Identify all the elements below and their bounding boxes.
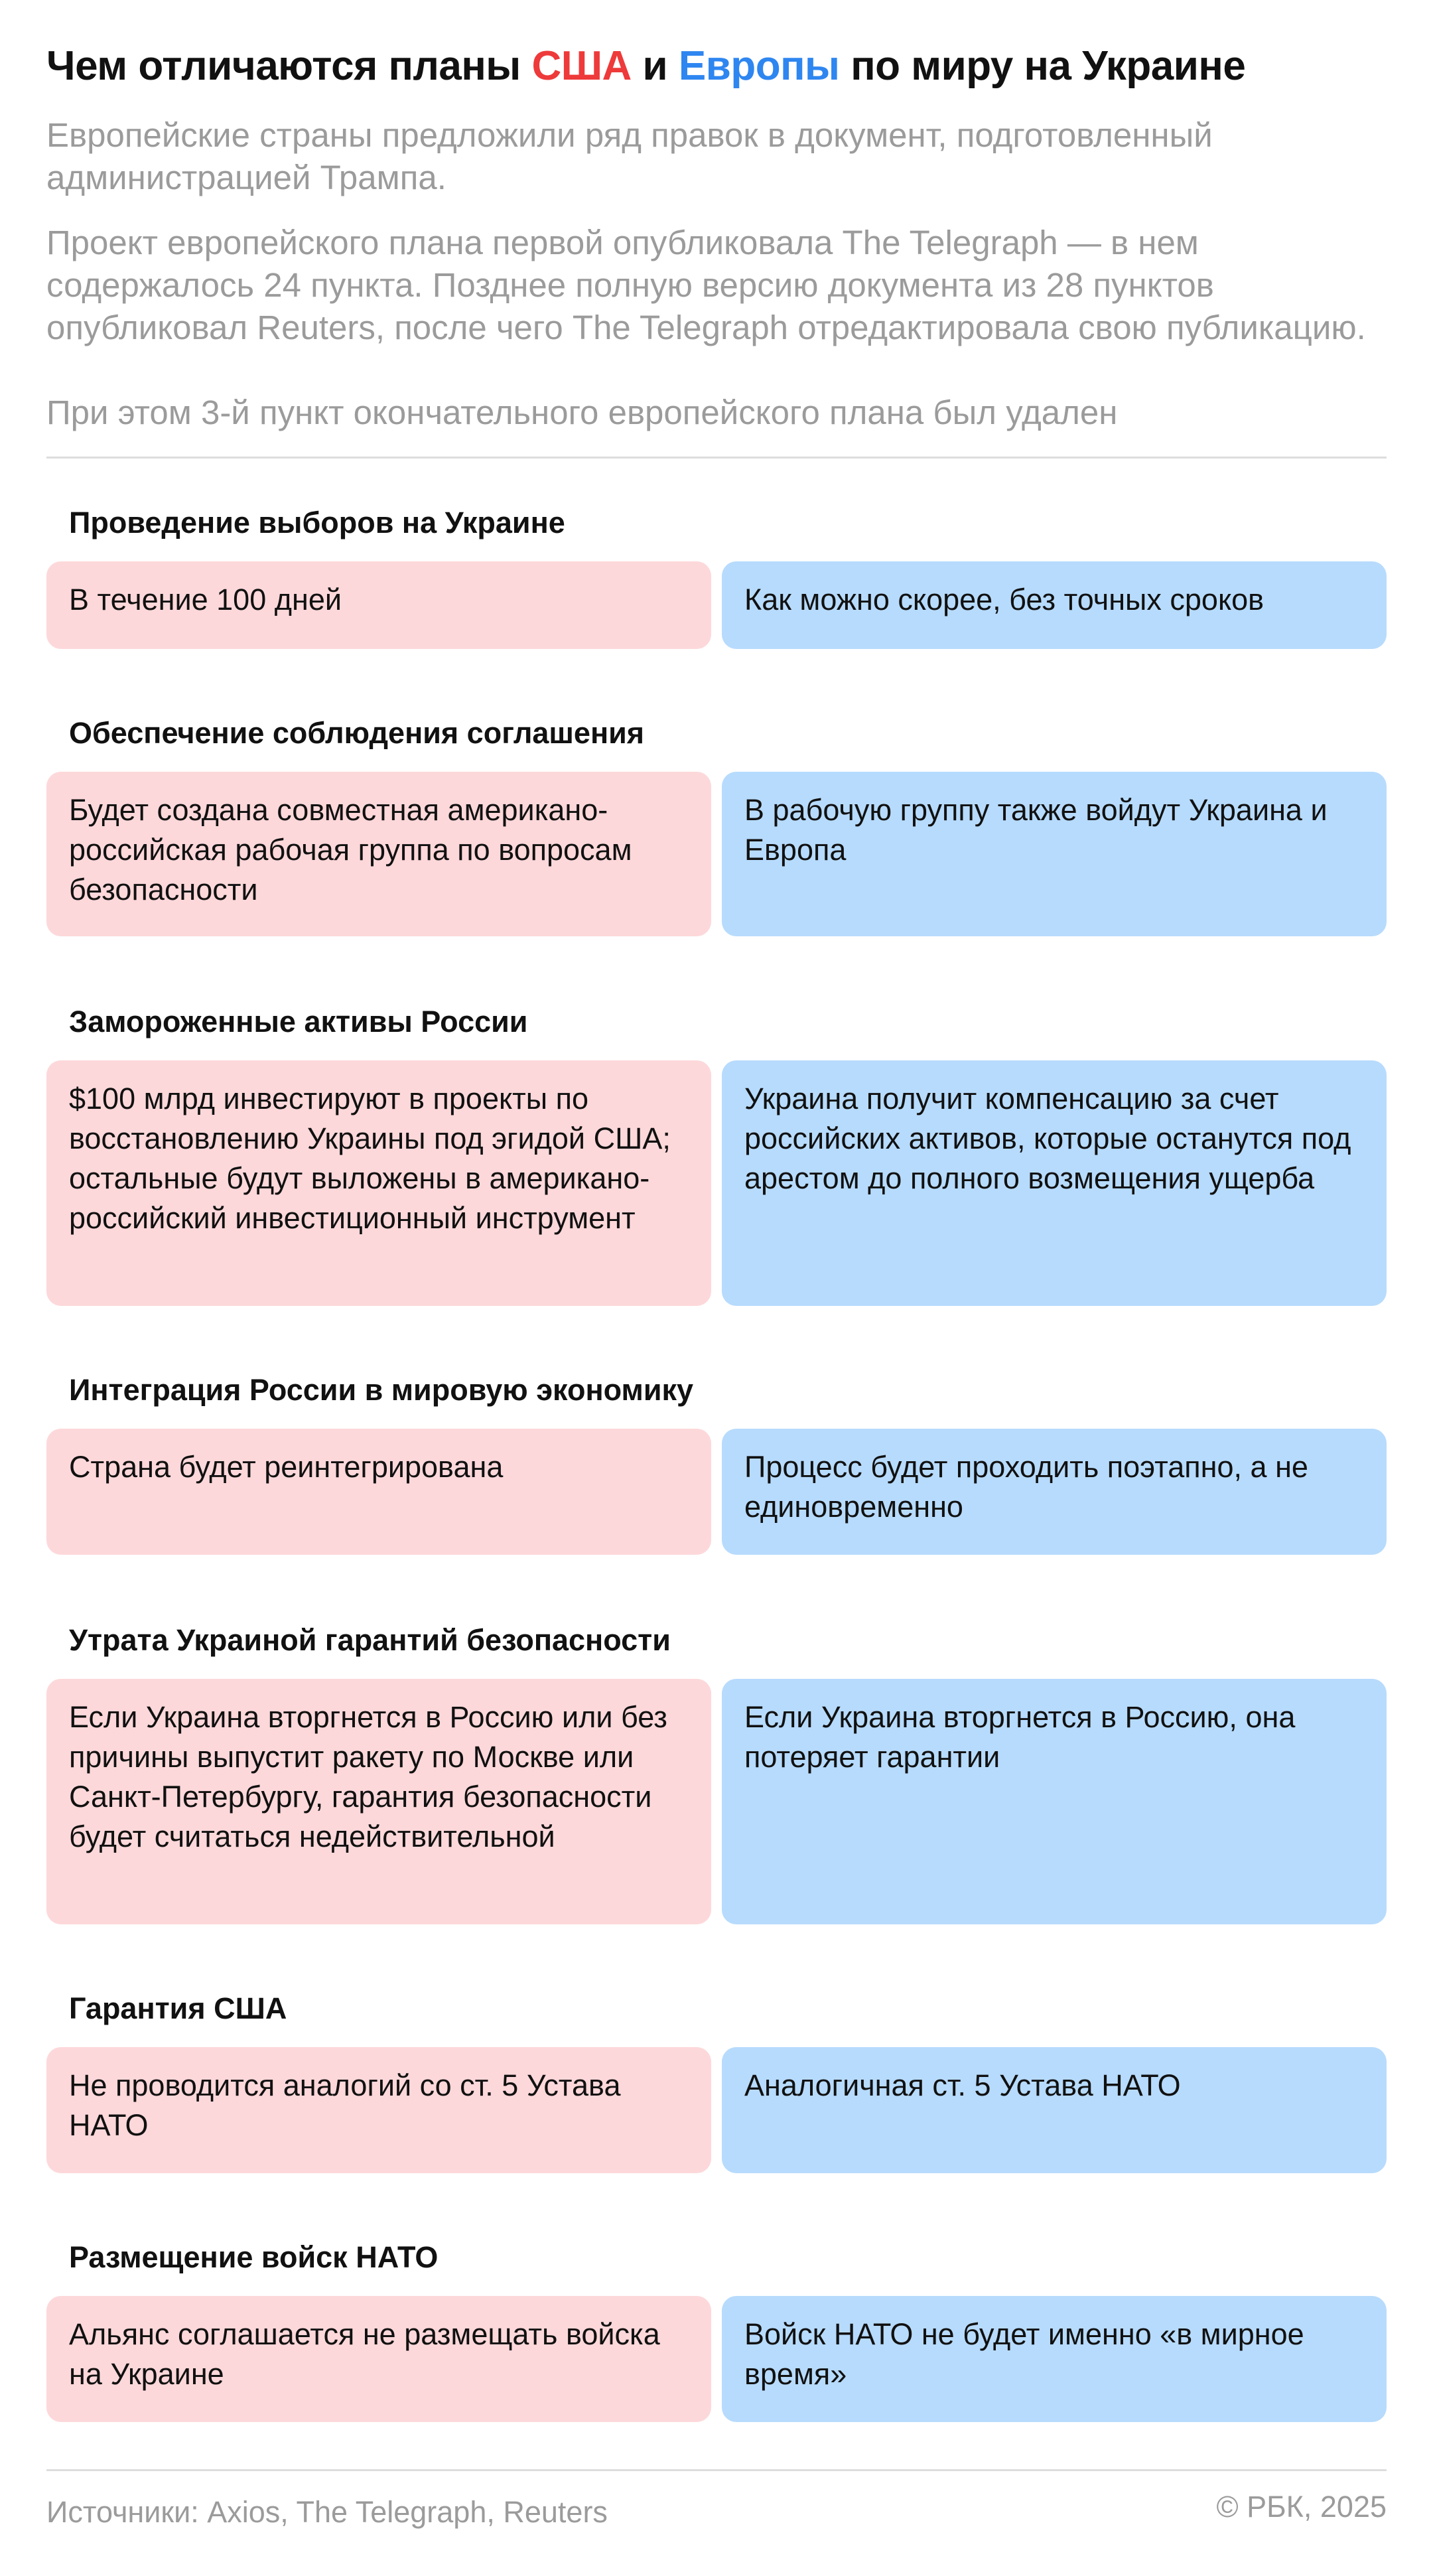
eu-plan-box: Процесс будет проходить поэтапно, а не единовременно (722, 1429, 1387, 1555)
us-plan-box: Не проводится аналогий со ст. 5 Устава НАТО (46, 2047, 711, 2173)
title-us-highlight: США (531, 43, 632, 89)
eu-plan-box: Как можно скорее, без точных сроков (722, 561, 1387, 649)
eu-plan-box: Если Украина вторгнется в Россию, она потеряет гарантии (722, 1679, 1387, 1924)
us-plan-box: $100 млрд инвестируют в проекты по восстановлению Украины под эгидой США; остальные будут выложены в американо-российский инвестиционный инструмент (46, 1060, 711, 1306)
section-title: Обеспечение соблюдения соглашения (69, 716, 645, 750)
top-divider (46, 457, 1387, 459)
us-plan-box: Будет создана совместная американо-российская рабочая группа по вопросам безопасности (46, 772, 711, 936)
eu-plan-box: Войск НАТО не будет именно «в мирное время» (722, 2296, 1387, 2422)
section-title: Гарантия США (69, 1991, 287, 2025)
title-part-3: по миру на Украине (839, 43, 1246, 89)
subtitle-intro: Европейские страны предложили ряд правок в документ, подготовленный администрацией Трампа. (46, 116, 1213, 196)
section-title: Проведение выборов на Украине (69, 506, 565, 539)
section-title: Утрата Украиной гарантий безопасности (69, 1623, 671, 1657)
title-part-1: Чем отличаются планы (46, 43, 532, 89)
title-part-2: и (631, 43, 679, 89)
eu-plan-box: Украина получит компенсацию за счет российских активов, которые останутся под арестом до полного возмещения ущерба (722, 1060, 1387, 1306)
section-title: Замороженные активы России (69, 1005, 528, 1038)
us-plan-box: В течение 100 дней (46, 561, 711, 649)
eu-plan-box: В рабочую группу также войдут Украина и Европа (722, 772, 1387, 936)
section-title: Интеграция России в мировую экономику (69, 1373, 694, 1407)
eu-plan-box: Аналогичная ст. 5 Устава НАТО (722, 2047, 1387, 2173)
bottom-divider (46, 2469, 1387, 2471)
sources-note: Источники: Axios, The Telegraph, Reuters (46, 2495, 608, 2529)
copyright: © РБК, 2025 (1216, 2490, 1387, 2524)
us-plan-box: Страна будет реинтегрирована (46, 1429, 711, 1555)
page-title (46, 40, 1387, 93)
title-europe-highlight: Европы (678, 43, 840, 89)
subtitle-publication: Проект европейского плана первой опубликовала The Telegraph — в нем содержалось 24 пункта. Позднее полную версию документа из 28 пунктов опубликовал Reuters, после чего The Telegraph отредактировала свою публикацию. (46, 224, 1366, 346)
us-plan-box: Если Украина вторгнется в Россию или без причины выпустит ракету по Москве или Санкт-Петербургу, гарантия безопасности будет считаться недействительной (46, 1679, 711, 1924)
us-plan-box: Альянс соглашается не размещать войска на Украине (46, 2296, 711, 2422)
subtitle-note: При этом 3-й пункт окончательного европейского плана был удален (46, 394, 1118, 431)
section-title: Размещение войск НАТО (69, 2240, 439, 2274)
